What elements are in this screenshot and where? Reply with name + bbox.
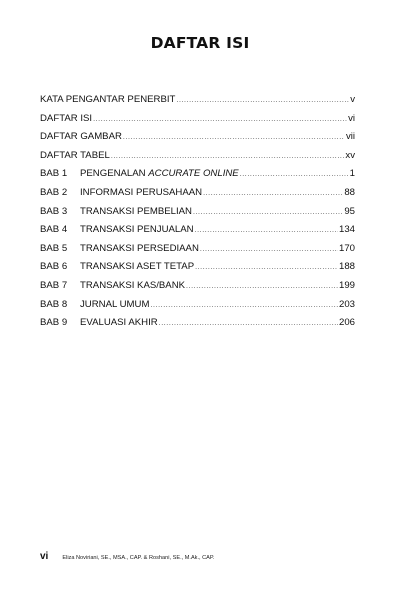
toc-entry <box>40 317 355 336</box>
toc-leader-dots <box>93 116 347 123</box>
toc-entry-page: 134 <box>338 224 355 236</box>
toc-entry-page: vii <box>345 131 355 143</box>
table-of-contents <box>40 94 355 336</box>
toc-entry <box>40 261 355 280</box>
toc-entry-page: vi <box>348 112 355 124</box>
toc-entry-page: 206 <box>338 317 355 329</box>
toc-chapter-number: BAB 3 <box>40 205 68 217</box>
toc-entry-label: TRANSAKSI PENJUALAN <box>80 224 194 236</box>
toc-entry-label: INFORMASI PERUSAHAAN <box>80 186 203 198</box>
toc-chapter-number: BAB 2 <box>40 186 68 198</box>
toc-entry <box>40 299 355 318</box>
page-title: DAFTAR ISI <box>150 34 250 52</box>
toc-entry-label: JURNAL UMUM <box>80 298 150 310</box>
toc-entry-page: 1 <box>349 168 355 180</box>
toc-entry <box>40 280 355 299</box>
toc-entry <box>40 94 355 113</box>
toc-entry <box>40 131 355 150</box>
toc-leader-dots <box>176 97 349 104</box>
toc-chapter-number: BAB 8 <box>40 298 68 310</box>
toc-leader-dots <box>200 246 338 253</box>
toc-entry-page: 95 <box>344 205 355 217</box>
toc-entry-label: DAFTAR GAMBAR <box>40 131 122 143</box>
toc-leader-dots <box>150 302 338 309</box>
toc-entry-label <box>80 168 239 179</box>
toc-leader-dots <box>159 320 338 327</box>
toc-entry <box>40 113 355 132</box>
toc-entry-page: 188 <box>338 261 355 273</box>
toc-entry <box>40 187 355 206</box>
toc-leader-dots <box>193 209 343 216</box>
toc-entry-label: TRANSAKSI ASET TETAP <box>80 261 195 273</box>
toc-entry-label: TRANSAKSI KAS/BANK <box>80 279 186 291</box>
footer-page-number: vi <box>40 551 49 562</box>
toc-entry-page: 170 <box>338 242 355 254</box>
toc-leader-dots <box>123 134 345 141</box>
toc-entry-label: KATA PENGANTAR PENERBIT <box>40 94 176 105</box>
toc-leader-dots <box>186 283 338 290</box>
toc-entry-label: TRANSAKSI PERSEDIAAN <box>80 242 199 254</box>
toc-entry-page: 88 <box>344 186 355 198</box>
toc-leader-dots <box>203 190 343 197</box>
toc-entry-label-italic: ACCURATE ONLINE <box>148 168 239 180</box>
toc-chapter-number: BAB 6 <box>40 261 68 273</box>
toc-entry <box>40 224 355 243</box>
toc-chapter-number: BAB 1 <box>40 168 68 180</box>
toc-entry-page: 203 <box>338 298 355 310</box>
footer-authors: Eliza Noviriani, SE., MSA., CAP. & Roshani, SE., M.Ak., CAP. <box>62 555 215 561</box>
toc-entry <box>40 206 355 225</box>
toc-chapter-number: BAB 4 <box>40 224 68 236</box>
toc-entry <box>40 168 355 187</box>
toc-entry <box>40 150 355 169</box>
toc-chapter-number: BAB 7 <box>40 279 68 291</box>
toc-entry-page: v <box>350 94 355 105</box>
toc-leader-dots <box>195 264 338 271</box>
toc-leader-dots <box>240 171 349 178</box>
toc-entry-label-text: PENGENALAN <box>80 168 149 180</box>
toc-entry-page: xv <box>345 149 355 161</box>
toc-leader-dots <box>111 153 345 160</box>
toc-entry-label: TRANSAKSI PEMBELIAN <box>80 205 192 217</box>
toc-entry-label: EVALUASI AKHIR <box>80 317 158 329</box>
toc-entry-page: 199 <box>338 279 355 291</box>
toc-entry-label: DAFTAR ISI <box>40 112 93 124</box>
toc-entry <box>40 243 355 262</box>
page-footer <box>40 551 214 562</box>
toc-chapter-number: BAB 9 <box>40 317 68 329</box>
toc-leader-dots <box>195 227 338 234</box>
toc-chapter-number: BAB 5 <box>40 242 68 254</box>
toc-entry-label: DAFTAR TABEL <box>40 149 110 161</box>
